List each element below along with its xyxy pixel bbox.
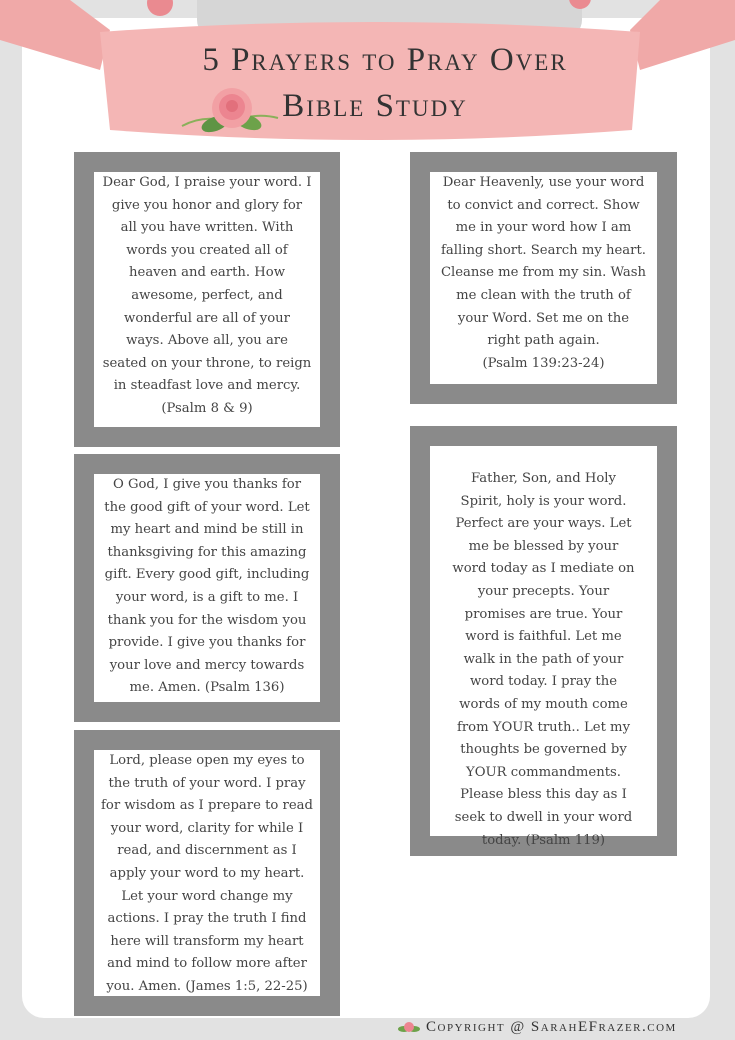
rose-small-icon — [398, 1019, 420, 1035]
copyright-footer — [398, 1016, 677, 1038]
page-title-line2: Bible Study — [282, 88, 468, 124]
prayer-card — [410, 426, 677, 856]
prayer-text: Father, Son, and Holy Spirit, holy is your word. Perfect are your ways. Let me be blessed by your word today as I mediate on your precepts. Your promises are true. Your word is faithful. Let me walk in the path of your word today. I pray the words of my mouth come from YOUR truth.. Let my thoughts be governed by YOUR commandments. Please bless this day as I seek to dwell in your word today. (Psalm 119) — [430, 446, 657, 836]
prayer-text: O God, I give you thanks for the good gift of your word. Let my heart and mind be still in thanksgiving for this amazing gift. Every good gift, including your word, is a gift to me. I thank you for the wisdom you provide. I give you thanks for your love and mercy towards me. Amen. (Psalm 136) — [94, 474, 320, 702]
prayer-text: Lord, please open my eyes to the truth of your word. I pray for wisdom as I prepare to read your word, clarity for while I read, and discernment as I apply your word to my heart. Let your word change my actions. I pray the truth I find here will transform my heart and mind to follow more after you. Amen. (James 1:5, 22-25) — [94, 750, 320, 996]
prayer-card — [74, 152, 340, 447]
title-banner — [0, 0, 735, 160]
prayer-text: Dear God, I praise your word. I give you honor and glory for all you have written. With words you created all of heaven and earth. How awesome, perfect, and wonderful are all of your ways. Above all, you are seated on your throne, to reign in steadfast love and mercy. (Psalm 8 & 9) — [94, 172, 320, 427]
prayer-card — [74, 730, 340, 1016]
prayer-card — [74, 454, 340, 722]
prayer-card — [410, 152, 677, 404]
prayer-text: Dear Heavenly, use your word to convict and correct. Show me in your word how I am falling short. Search my heart. Cleanse me from my sin. Wash me clean with the truth of your Word. Set me on the right path again. (Psalm 139:23-24) — [430, 172, 657, 384]
page-title-line1: 5 Prayers to Pray Over — [202, 42, 568, 78]
copyright-text: Copyright @ SarahEFrazer.com — [426, 1018, 677, 1035]
